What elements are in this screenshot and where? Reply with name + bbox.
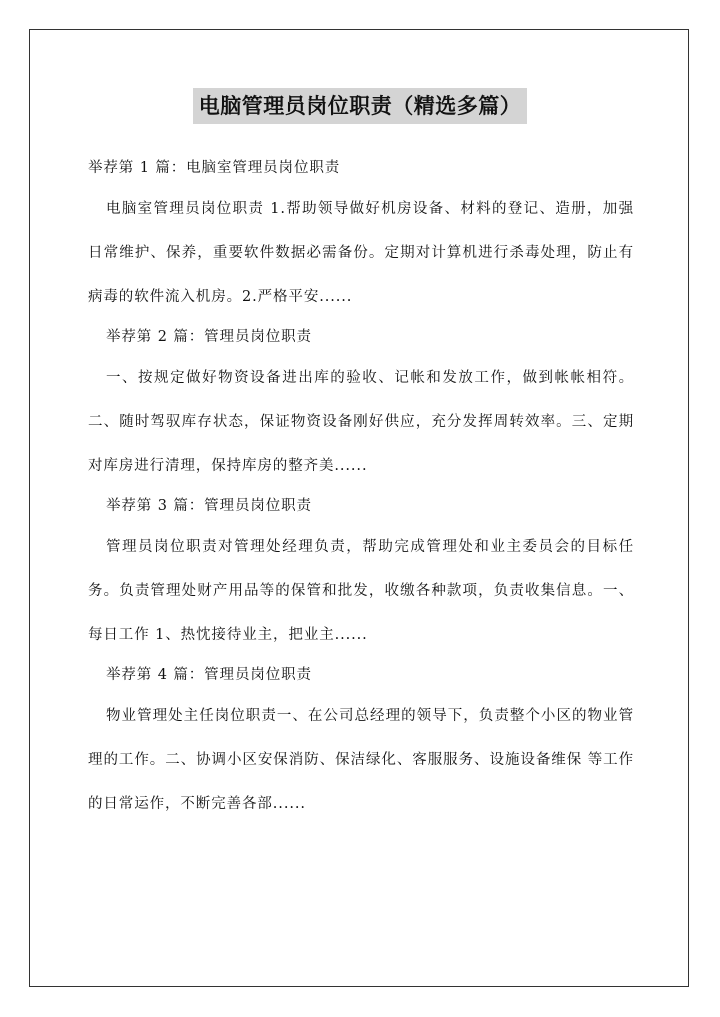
section-body-4: 物业管理处主任岗位职责一、在公司总经理的领导下，负责整个小区的物业管理的工作。二、协调小区安保消防、保洁绿化、客服服务、设施设备维保 等工作的日常运作，不断完善各部...... [88,708,634,812]
section-body-1: 电脑室管理员岗位职责 1.帮助领导做好机房设备、材料的登记、造册，加强日常维护、保养，重要软件数据必需备份。定期对计算机进行杀毒处理，防止有病毒的软件流入机房。2.严格平安...... [88,201,634,305]
document-title: 电脑管理员岗位职责（精选多篇） [193,88,528,124]
section-heading-4: 举荐第 4 篇：管理员岗位职责 [106,667,312,683]
section-heading-3: 举荐第 3 篇：管理员岗位职责 [106,498,312,514]
section-body-2: 一、按规定做好物资设备进出库的验收、记帐和发放工作，做到帐帐相符。二、随时驾驭库存状态，保证物资设备刚好供应，充分发挥周转效率。三、定期对库房进行清理，保持库房的整齐美...... [88,370,634,474]
section-heading-1: 举荐第 1 篇：电脑室管理员岗位职责 [88,160,341,176]
section-heading-2: 举荐第 2 篇：管理员岗位职责 [106,329,312,345]
title-container [0,88,720,124]
document-body [88,150,634,826]
section-body-3: 管理员岗位职责对管理处经理负责，帮助完成管理处和业主委员会的目标任务。负责管理处财产用品等的保管和批发，收缴各种款项，负责收集信息。一、每日工作 1、热忱接待业主，把业主...... [88,539,634,643]
